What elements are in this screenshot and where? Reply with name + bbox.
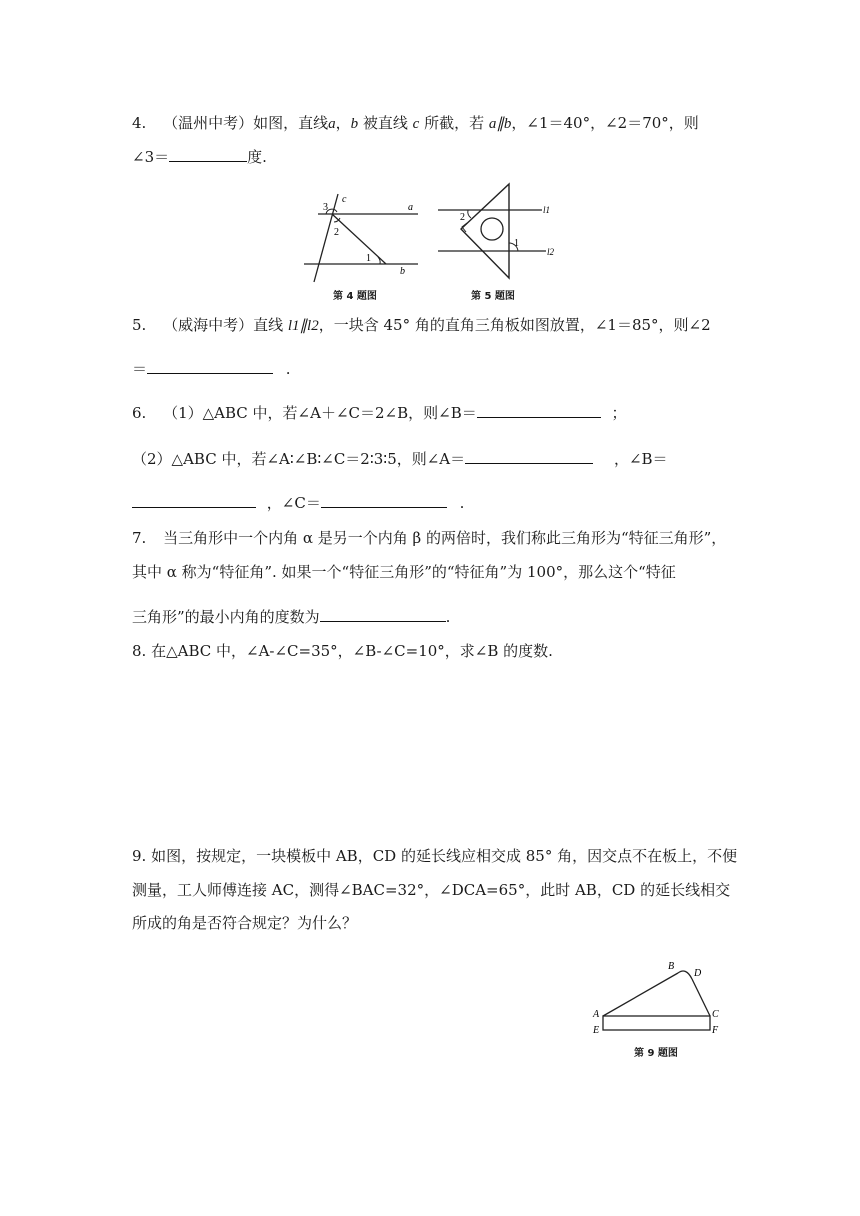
q6-part2: （2）△ABC 中，若∠A∶∠B∶∠C＝2∶3∶5，则∠A＝: [132, 450, 466, 468]
answer-blank[interactable]: [321, 493, 447, 508]
q6-angle-c: ，∠C＝: [266, 494, 321, 512]
figure-4: [300, 188, 420, 288]
q6-line1: [132, 403, 627, 423]
transversal: [332, 214, 386, 264]
q9-text3: 所成的角是否符合规定？为什么？: [132, 914, 358, 932]
label-b: B: [668, 961, 675, 972]
label-1: 1: [366, 253, 371, 264]
label-l2: l2: [547, 247, 555, 257]
q7-text2: 其中 α 称为“特征角”. 如果一个“特征三角形”的“特征角”为 100°，那么这个“特征: [132, 563, 676, 581]
label-b: b: [400, 266, 405, 277]
q9-text1: 9. 如图，按规定，一块模板中 AB，CD 的延长线应相交成 85° 角，因交点不在板上，不便: [132, 847, 738, 865]
q9-line2: [132, 880, 730, 900]
fig4-caption: 第 4 题图: [333, 291, 377, 302]
edge-bd: [678, 971, 692, 979]
q4-parallel: a∥b: [488, 116, 512, 132]
label-c: C: [712, 1009, 719, 1020]
q4-angles: ，∠1＝40°，∠2＝70°，则: [511, 114, 699, 132]
q6-part1: （1）△ABC 中，若∠A＋∠C＝2∠B，则∠B＝: [163, 404, 477, 422]
fig9-caption: 第 9 题图: [634, 1048, 678, 1059]
q5-number: 5.: [132, 316, 147, 334]
answer-blank[interactable]: [132, 493, 256, 508]
q4-angle3: ∠3＝: [132, 148, 170, 166]
q5-line1: [132, 315, 711, 336]
label-2: 2: [334, 227, 339, 238]
q5-parallel: l1∥l2: [287, 318, 319, 334]
answer-blank[interactable]: [477, 403, 601, 418]
q7-line2: [132, 562, 676, 582]
q4-line1: [132, 113, 699, 134]
label-d: D: [694, 968, 702, 979]
edge-ab: [603, 973, 678, 1016]
q4-text: （温州中考）如图，直线: [163, 114, 329, 132]
answer-blank[interactable]: [169, 147, 247, 162]
q5-line2: [132, 359, 291, 379]
q6-semicolon: ；: [611, 404, 627, 422]
q7-number: 7.: [132, 529, 147, 547]
q4-comma: ，: [335, 114, 351, 132]
label-e: E: [593, 1025, 600, 1036]
answer-blank[interactable]: [320, 607, 446, 622]
q6-line3: [132, 493, 464, 513]
q5-equals: ＝: [132, 360, 148, 378]
answer-blank[interactable]: [147, 359, 273, 374]
edge-dc: [692, 979, 710, 1016]
q6-line2: [132, 449, 668, 469]
label-1: 1: [514, 238, 519, 249]
q4-line2: [132, 147, 267, 167]
q7-text1: 当三角形中一个内角 α 是另一个内角 β 的两倍时，我们称此三角形为“特征三角形”，: [163, 529, 727, 547]
triangle-ruler: [461, 184, 509, 278]
figure-5: [434, 180, 564, 286]
q6-angle-b: ，∠B＝: [613, 450, 668, 468]
label-c: c: [342, 194, 347, 205]
q7-line1: [132, 528, 726, 548]
q4-unit: 度.: [247, 148, 267, 166]
q6-period: .: [459, 494, 465, 512]
q9-text2: 测量，工人师傅连接 AC，测得∠BAC=32°，∠DCA=65°，此时 AB，CD 的延长线相交: [132, 881, 731, 899]
answer-blank[interactable]: [465, 449, 593, 464]
label-2: 2: [460, 212, 465, 223]
fig5-caption: 第 5 题图: [471, 291, 515, 302]
angle-2-arc: [468, 210, 471, 218]
q4-var-b: b: [350, 116, 359, 132]
q8-line: [132, 641, 553, 661]
q5-text2: ，一块含 45° 角的直角三角板如图放置，∠1＝85°，则∠2: [318, 316, 711, 334]
label-a: A: [593, 1009, 600, 1020]
q7-line3: [132, 607, 450, 627]
q4-text-mid2: 所截，若: [419, 114, 489, 132]
label-a: a: [408, 202, 413, 213]
q7-text3: 三角形”的最小内角的度数为: [132, 608, 320, 626]
q6-number: 6.: [132, 404, 147, 422]
q4-var-c: c: [412, 116, 420, 132]
q4-text-mid: 被直线: [358, 114, 413, 132]
q4-number: 4.: [132, 114, 147, 132]
q5-period: .: [285, 360, 291, 378]
q9-line1: [132, 846, 737, 866]
q4-var-a: a: [328, 116, 336, 132]
q8-text: 8. 在△ABC 中，∠A-∠C=35°，∠B-∠C=10°，求∠B 的度数.: [132, 642, 553, 660]
figure-9: [588, 955, 728, 1041]
label-f: F: [712, 1025, 719, 1036]
q9-line3: [132, 913, 357, 933]
label-l1: l1: [543, 205, 551, 215]
ruler-hole: [481, 218, 503, 240]
q5-text: （威海中考）直线: [163, 316, 288, 334]
label-3: 3: [323, 202, 328, 213]
q7-period: .: [445, 608, 451, 626]
template-base: [603, 1016, 710, 1030]
